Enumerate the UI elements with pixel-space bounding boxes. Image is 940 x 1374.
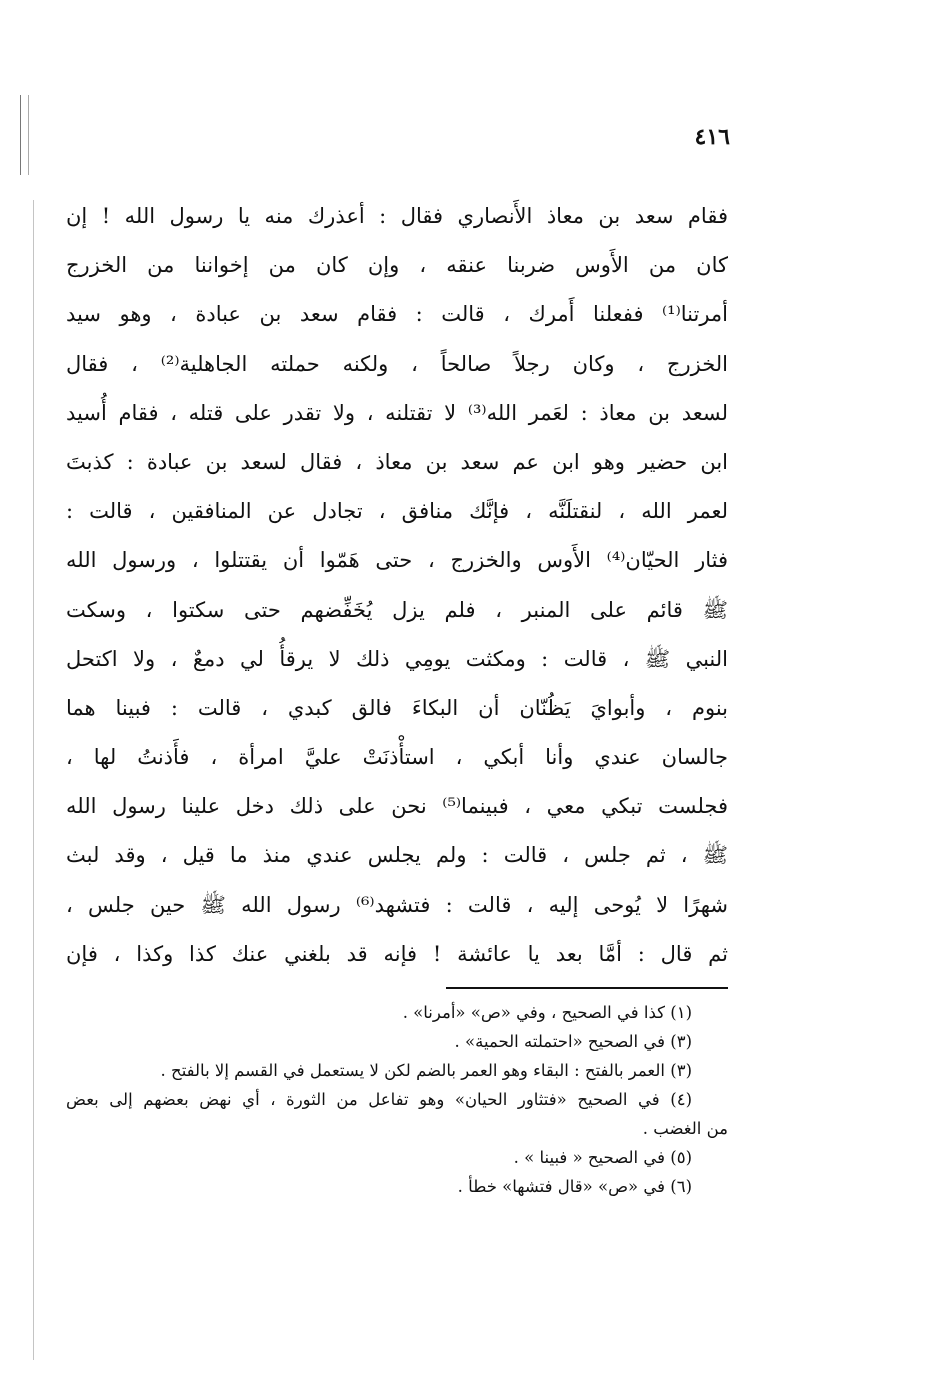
text-line: ابن حضير وهو ابن عم سعد بن معاذ ، فقال لسعد بن عبادة : كذبتَ — [66, 449, 728, 474]
text-line: بنوم ، وأبوايَ يَظُنّان أن البكاءَ فالق كبدي ، قالت : فبينا هما — [66, 695, 728, 720]
text-line: الخزرج ، وكان رجلاً صالحاً ، ولكنه حملته الجاهلية⁽²⁾ ، فقال — [66, 351, 728, 376]
footnote: (٤) في الصحيح «فتثاور الحيان» وهو تفاعل من الثورة ، أي نهض بعضهم إلى بعض — [66, 1090, 692, 1109]
footnote: (٣) في الصحيح «احتملته الحمية» . — [454, 1032, 692, 1051]
text-line: ﷺ ، ثم جلس ، قالت : ولم يجلس عندي منذ ما قيل ، وقد لبث — [66, 843, 728, 868]
footnote-continuation: من الغضب . — [642, 1119, 728, 1138]
footnote: (٥) في الصحيح « فبينا » . — [513, 1148, 692, 1167]
text-line: لسعد بن معاذ : لعَمر الله⁽³⁾ لا تقتلنه ، ولا تقدر على قتله ، فقام أُسيد — [66, 400, 728, 425]
text-line: فقام سعد بن معاذ الأَنصاري فقال : أعذرك منه يا رسول الله ! إن — [66, 204, 728, 228]
footnote: (٦) في «ص» «قال فتشها» خطأ . — [457, 1177, 692, 1196]
footnotes — [66, 998, 728, 1201]
footnote-separator — [446, 987, 728, 989]
text-line: لعمر الله ، لنقتلَنَّه ، فإنَّك منافق ، تجادل عن المنافقين ، قالت : — [66, 499, 728, 524]
text-line: شهرًا لا يُوحى إليه ، قالت : فتشهد⁽⁶⁾ رسول الله ﷺ حين جلس ، — [66, 892, 728, 917]
text-line: كان من الأَوس ضربنا عنقه ، وإن كان من إخواننا من الخزرج — [66, 253, 728, 278]
text-line: فثار الحيّان⁽⁴⁾ الأَوس والخزرج ، حتى هَمّوا أن يقتتلوا ، ورسول الله — [66, 548, 728, 573]
page-number: ٤١٦ — [694, 124, 730, 150]
main-text — [66, 192, 728, 979]
scan-edge-line — [20, 95, 21, 175]
footnote: (١) كذا في الصحيح ، وفي «ص» «أمرنا» . — [402, 1003, 692, 1022]
text-line: ثم قال : أمَّا بعد يا عائشة ! فإنه قد بلغني عنك كذا وكذا ، فإن — [66, 941, 728, 966]
footnote: (٣) العمر بالفتح : البقاء وهو العمر بالضم لكن لا يستعمل في القسم إلا بالفتح . — [160, 1061, 692, 1080]
text-line: النبي ﷺ ، قالت : ومكثت يومِي ذلك لا يرقأُ لي دمعٌ ، ولا اكتحل — [66, 646, 728, 671]
text-line: أمرتنا⁽¹⁾ ففعلنا أَمرك ، قالت : فقام سعد بن عبادة ، وهو سيد — [66, 302, 728, 327]
text-line: ﷺ قائم على المنبر ، فلم يزل يُخَفِّضهم حتى سكتوا ، وسكت — [66, 597, 728, 622]
text-line: جالسان عندي وأنا أبكي ، استأْذنَتْ عليَّ امرأة ، فأَذنتُ لها ، — [66, 745, 728, 770]
scan-edge-line — [33, 200, 34, 1360]
text-line: فجلست تبكي معي ، فبينما⁽⁵⁾ نحن على ذلك دخل علينا رسول الله — [66, 794, 728, 819]
scan-edge-line — [28, 95, 29, 175]
